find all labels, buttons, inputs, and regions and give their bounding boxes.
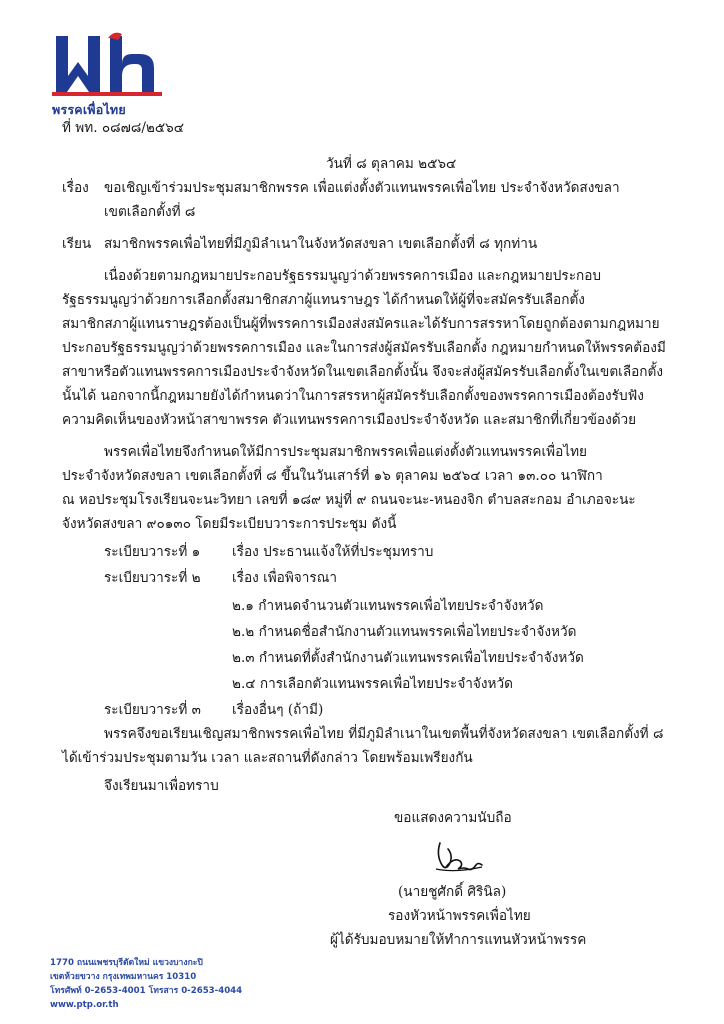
recipient-label: เรียน [62,236,92,252]
agenda-subitem: ๒.๒ กำหนดชื่อสำนักงานตัวแทนพรรคเพื่อไทยประจำจังหวัด [232,624,577,640]
closing-text: จึงเรียนมาเพื่อทราบ [104,778,219,794]
agenda-subitem: ๒.๔ การเลือกตัวแทนพรรคเพื่อไทยประจำจังหวัด [232,676,513,692]
recipient-text: สมาชิกพรรคเพื่อไทยที่มีภูมิลำเนาในจังหวัดสงขลา เขตเลือกตั้งที่ ๘ ทุกท่าน [104,236,538,252]
signer-authority: ผู้ได้รับมอบหมายให้ทำการแทนหัวหน้าพรรค [330,932,587,948]
agenda-item-3-topic: เรื่องอื่นๆ (ถ้ามี) [232,702,324,718]
paragraph-2-line: ณ หอประชุมโรงเรียนจะนะวิทยา เลขที่ ๑๘๙ หมู่ที่ ๙ ถนนจะนะ-หนองจิก ตำบลสะกอม อำเภอจะนะ [62,492,636,508]
agenda-item-3-label: ระเบียบวาระที่ ๓ [104,702,201,718]
subject-line-1: ขอเชิญเข้าร่วมประชุมสมาชิกพรรค เพื่อแต่งตั้งตัวแทนพรรคเพื่อไทย ประจำจังหวัดสงขลา [104,180,620,196]
subject-label: เรื่อง [62,180,89,196]
footer-website: www.ptp.or.th [50,1000,119,1010]
party-logo-mark-icon [52,28,162,98]
footer-phone: โทรศัพท์ 0-2653-4001 โทรสาร 0-2653-4044 [50,986,243,996]
agenda-item-1-label: ระเบียบวาระที่ ๑ [104,544,201,560]
paragraph-1-line: เนื่องด้วยตามกฎหมายประกอบรัฐธรรมนูญว่าด้วยพรรคการเมือง และกฎหมายประกอบ [104,268,602,284]
paragraph-1-line: รัฐธรรมนูญว่าด้วยการเลือกตั้งสมาชิกสภาผู้แทนราษฎร ได้กำหนดให้ผู้ที่จะสมัครรับเลือกตั้ง [62,292,585,308]
signer-title: รองหัวหน้าพรรคเพื่อไทย [388,908,531,924]
party-name-logo-text: พรรคเพื่อไทย [52,102,126,117]
agenda-item-2-label: ระเบียบวาระที่ ๒ [104,570,201,586]
reference-number: ที่ พท. ๐๘๗๘/๒๕๖๔ [62,120,185,136]
letter-date: วันที่ ๘ ตุลาคม ๒๕๖๔ [326,156,457,172]
paragraph-2-line: พรรคเพื่อไทยจึงกำหนดให้มีการประชุมสมาชิกพรรคเพื่อแต่งตั้งตัวแทนพรรคเพื่อไทย [104,444,588,460]
signer-name: (นายชูศักดิ์ ศิรินิล) [398,884,507,900]
paragraph-1-line: นั้นได้ นอกจากนี้กฎหมายยังได้กำหนดว่าในการสรรหาผู้สมัครรับเลือกตั้งของพรรคการเมืองต้องรับฟัง [62,388,644,404]
agenda-item-2-topic: เรื่อง เพื่อพิจารณา [232,570,337,586]
footer-address-1: 1770 ถนนเพชรบุรีตัดใหม่ แขวงบางกะปิ [50,958,203,968]
agenda-subitem: ๒.๓ กำหนดที่ตั้งสำนักงานตัวแทนพรรคเพื่อไทยประจำจังหวัด [232,650,584,666]
paragraph-2-line: ประจำจังหวัดสงขลา เขตเลือกตั้งที่ ๘ ขึ้นในวันเสาร์ที่ ๑๖ ตุลาคม ๒๕๖๔ เวลา ๑๓.๐๐ นาฬิกา [62,468,603,484]
paragraph-1-line: ความคิดเห็นของหัวหน้าสาขาพรรค ตัวแทนพรรคการเมืองประจำจังหวัด และสมาชิกที่เกี่ยวข้องด้วย [62,412,637,428]
footer-address-2: เขตห้วยขวาง กรุงเทพมหานคร 10310 [50,972,197,982]
paragraph-1-line: สาขาหรือตัวแทนพรรคการเมืองประจำจังหวัดในเขตเลือกตั้งนั้น จึงจะส่งผู้สมัครรับเลือกตั้งในเขตเลือกตั้ง [62,364,664,380]
subject-line-2: เขตเลือกตั้งที่ ๘ [104,204,196,220]
paragraph-3-line: พรรคจึงขอเรียนเชิญสมาชิกพรรคเพื่อไทย ที่มีภูมิลำเนาในเขตพื้นที่จังหวัดสงขลา เขตเลือกตั้งที่ ๘ [104,726,664,742]
paragraph-1-line: ประกอบรัฐธรรมนูญว่าด้วยพรรคการเมือง และในการส่งผู้สมัครรับเลือกตั้ง กฎหมายกำหนดให้พรรคต้องมี [62,340,666,356]
paragraph-2-line: จังหวัดสงขลา ๙๐๑๓๐ โดยมีระเบียบวาระการประชุม ดังนี้ [62,516,397,532]
signature-icon [432,837,492,877]
agenda-subitem: ๒.๑ กำหนดจำนวนตัวแทนพรรคเพื่อไทยประจำจังหวัด [232,598,544,614]
paragraph-1-line: สมาชิกสภาผู้แทนราษฎรต้องเป็นผู้ที่พรรคการเมืองส่งสมัครและได้รับการสรรหาโดยถูกต้องตามกฎหมาย [62,316,660,332]
paragraph-3-line: ได้เข้าร่วมประชุมตามวัน เวลา และสถานที่ดังกล่าว โดยพร้อมเพรียงกัน [62,750,473,766]
agenda-item-1-topic: เรื่อง ประธานแจ้งให้ที่ประชุมทราบ [232,544,434,560]
party-logo [52,28,162,117]
regards-text: ขอแสดงความนับถือ [394,810,512,826]
